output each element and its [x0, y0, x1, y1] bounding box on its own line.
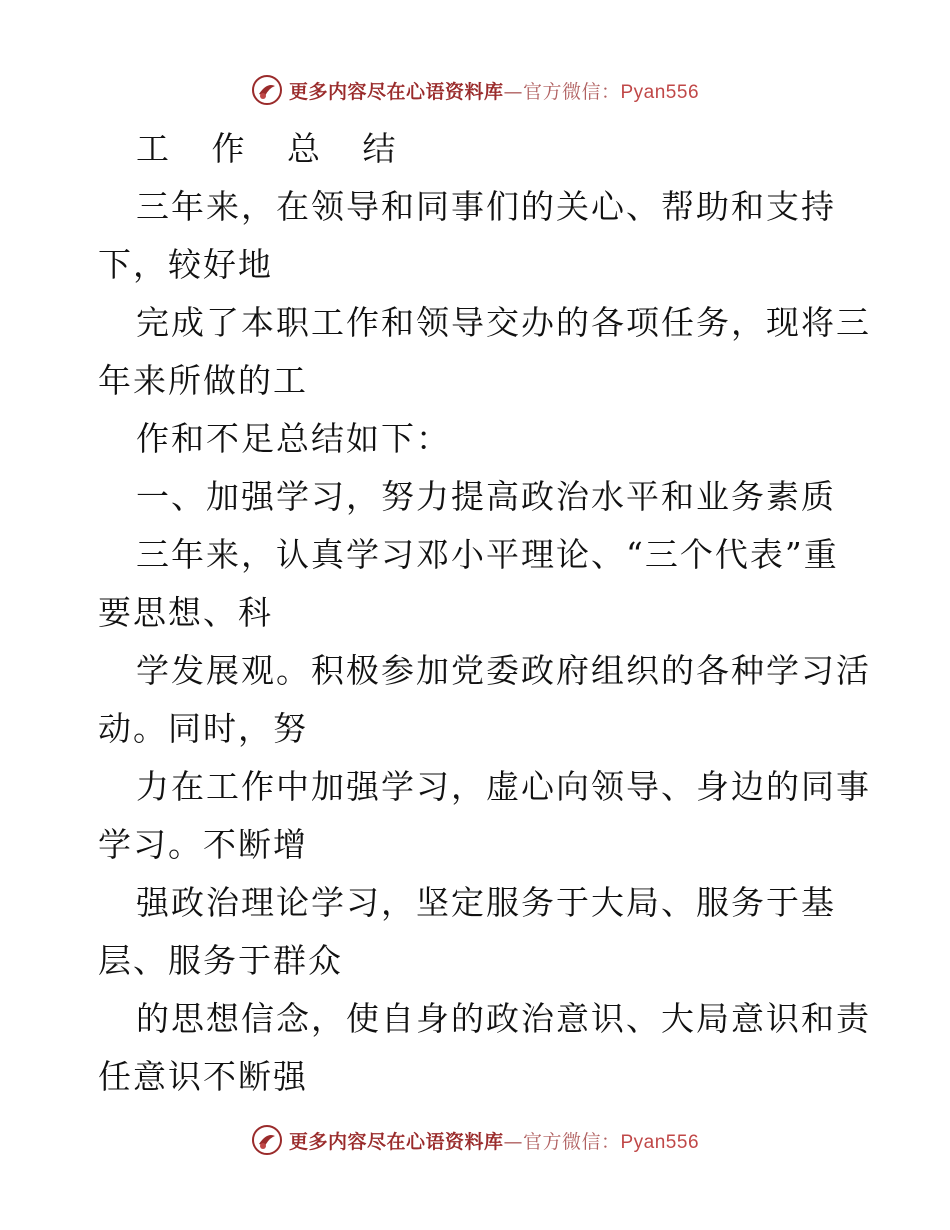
book-logo-icon: [251, 74, 283, 106]
banner-separator: —: [503, 80, 523, 103]
book-logo-icon: [251, 1124, 283, 1156]
header-banner: [0, 72, 950, 108]
paragraph-line: 年来所做的工: [98, 361, 308, 400]
section-heading: 一、加强学习，努力提高政治水平和业务素质: [136, 477, 836, 516]
paragraph-line: 动。同时，努: [98, 709, 308, 748]
paragraph-line: 学习。不断增: [98, 825, 308, 864]
banner-text: [289, 1127, 699, 1154]
paragraph-line: 强政治理论学习，坚定服务于大局、服务于基: [136, 883, 836, 922]
banner-official-label: 官方微信：: [522, 80, 621, 103]
paragraph-line: 三年来，在领导和同事们的关心、帮助和支持: [136, 187, 836, 226]
paragraph-line: 完成了本职工作和领导交办的各项任务，现将三: [136, 303, 871, 342]
banner-main-text: 更多内容尽在心语资料库: [288, 80, 504, 103]
banner-account-id: Pyan556: [620, 81, 700, 103]
banner-text: [289, 77, 699, 104]
banner-account-id: Pyan556: [620, 1131, 700, 1153]
paragraph-line: 的思想信念，使自身的政治意识、大局意识和责: [136, 999, 871, 1038]
paragraph-line: 层、服务于群众: [98, 941, 343, 980]
banner-separator: —: [503, 1130, 523, 1153]
document-title: 工 作 总 结: [136, 129, 412, 168]
banner-main-text: 更多内容尽在心语资料库: [288, 1130, 504, 1153]
paragraph-line: 下，较好地: [98, 245, 273, 284]
footer-banner: [0, 1122, 950, 1158]
document-body: [98, 120, 871, 1106]
paragraph-line: 作和不足总结如下：: [136, 419, 451, 458]
paragraph-line: 要思想、科: [98, 593, 273, 632]
paragraph-line: 学发展观。积极参加党委政府组织的各种学习活: [136, 651, 871, 690]
paragraph-line: 力在工作中加强学习，虚心向领导、身边的同事: [136, 767, 871, 806]
paragraph-line: 任意识不断强: [98, 1057, 308, 1096]
paragraph-line: 三年来，认真学习邓小平理论、“三个代表”重: [136, 535, 839, 574]
banner-official-label: 官方微信：: [522, 1130, 621, 1153]
